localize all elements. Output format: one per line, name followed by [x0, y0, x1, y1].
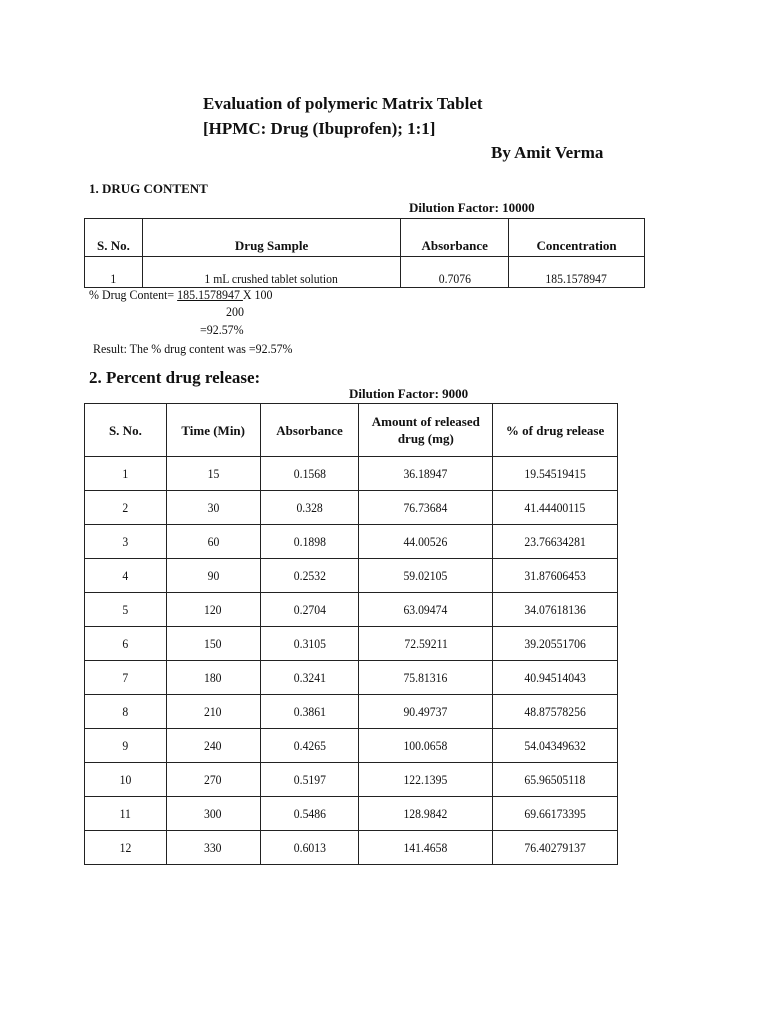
- cell-text: 5: [122, 601, 129, 617]
- cell-text: 3: [122, 533, 129, 549]
- cell-text: 0.1568: [293, 465, 326, 481]
- cell-text: 0.3241: [293, 669, 326, 685]
- cell-text: 90.49737: [403, 703, 448, 719]
- column-header: S. No.: [85, 219, 143, 257]
- table-cell: [85, 257, 143, 288]
- table-cell: [359, 525, 493, 559]
- cell-text: 180: [204, 669, 222, 685]
- cell-text: 60: [207, 533, 220, 549]
- cell-text: 30: [207, 499, 220, 515]
- table-row: [85, 831, 618, 865]
- column-header: Time (Min): [166, 404, 260, 457]
- table-cell: [359, 661, 493, 695]
- table-cell: [85, 491, 167, 525]
- cell-text: 76.73684: [403, 499, 448, 515]
- table-cell: [85, 661, 167, 695]
- table-cell: [359, 491, 493, 525]
- cell-text: 150: [204, 635, 222, 651]
- cell-text: 0.3105: [293, 635, 326, 651]
- cell-text: 19.54519415: [524, 465, 586, 481]
- table-cell: [260, 559, 359, 593]
- cell-text: 15: [207, 465, 220, 481]
- cell-text: 0.2704: [293, 601, 326, 617]
- column-header: % of drug release: [493, 404, 618, 457]
- cell-text: 0.328: [296, 499, 323, 515]
- table-cell: [166, 695, 260, 729]
- table-cell: [85, 763, 167, 797]
- table-cell: [493, 729, 618, 763]
- cell-text: 0.2532: [293, 567, 326, 583]
- table-row: [85, 457, 618, 491]
- table-row: [85, 797, 618, 831]
- cell-text: 41.44400115: [524, 499, 586, 515]
- table-cell: [166, 491, 260, 525]
- cell-text: 0.7076: [438, 271, 471, 286]
- document-subtitle: [HPMC: Drug (Ibuprofen); 1:1]: [203, 119, 436, 138]
- table-cell: [166, 457, 260, 491]
- cell-text: 39.20551706: [524, 635, 586, 651]
- table-cell: [359, 457, 493, 491]
- cell-text: 54.04349632: [524, 737, 586, 753]
- table-cell: [493, 797, 618, 831]
- table-cell: [359, 797, 493, 831]
- formula-suffix: X 100: [242, 287, 273, 302]
- table-cell: [493, 695, 618, 729]
- table-cell: [85, 525, 167, 559]
- table-cell: [260, 661, 359, 695]
- drug-content-formula: [89, 287, 272, 303]
- table-row: [85, 491, 618, 525]
- table-cell: [85, 559, 167, 593]
- cell-text: 10: [119, 771, 132, 787]
- table-cell: [260, 593, 359, 627]
- cell-text: 44.00526: [403, 533, 448, 549]
- table-cell: [166, 593, 260, 627]
- table-cell: [493, 559, 618, 593]
- table-cell: [166, 661, 260, 695]
- table-cell: [359, 831, 493, 865]
- cell-text: 0.6013: [293, 839, 326, 855]
- cell-text: 36.18947: [403, 465, 448, 481]
- formula-result: =92.57%: [200, 322, 244, 337]
- table-cell: [359, 763, 493, 797]
- cell-text: 120: [204, 601, 222, 617]
- cell-text: 0.3861: [293, 703, 326, 719]
- cell-text: 6: [122, 635, 129, 651]
- cell-text: 48.87578256: [524, 703, 586, 719]
- document-title: Evaluation of polymeric Matrix Tablet: [203, 94, 483, 113]
- cell-text: 72.59211: [404, 635, 448, 651]
- dilution-factor-label: Dilution Factor: 10000: [409, 200, 535, 215]
- table-header-row: [85, 404, 618, 457]
- table-cell: [166, 559, 260, 593]
- cell-text: 7: [122, 669, 129, 685]
- cell-text: 300: [204, 805, 222, 821]
- table-row: [85, 763, 618, 797]
- formula-numerator: 185.1578947: [177, 287, 243, 302]
- cell-text: 0.1898: [293, 533, 326, 549]
- column-header: S. No.: [85, 404, 167, 457]
- cell-text: 65.96505118: [524, 771, 586, 787]
- table-row: [85, 627, 618, 661]
- table-cell: [166, 525, 260, 559]
- table-cell: [166, 797, 260, 831]
- table-cell: [493, 627, 618, 661]
- table-cell: [260, 763, 359, 797]
- formula-denominator: 200: [226, 304, 244, 319]
- cell-text: 122.1395: [403, 771, 448, 787]
- cell-text: 185.1578947: [545, 271, 608, 286]
- section-heading-drug-release: 2. Percent drug release:: [89, 368, 261, 387]
- cell-text: 11: [119, 805, 132, 821]
- table-cell: [166, 831, 260, 865]
- column-header: Concentration: [509, 219, 645, 257]
- table-cell: [85, 593, 167, 627]
- table-cell: [359, 695, 493, 729]
- table-row: [85, 729, 618, 763]
- cell-text: 0.5197: [293, 771, 326, 787]
- table-cell: [260, 695, 359, 729]
- cell-text: 69.66173395: [524, 805, 586, 821]
- cell-text: 240: [204, 737, 222, 753]
- cell-text: 34.07618136: [524, 601, 586, 617]
- table-cell: [493, 831, 618, 865]
- table-cell: [260, 831, 359, 865]
- cell-text: 23.76634281: [524, 533, 586, 549]
- table-cell: [359, 559, 493, 593]
- table-cell: [260, 627, 359, 661]
- table-cell: [260, 729, 359, 763]
- cell-text: 4: [122, 567, 129, 583]
- cell-text: 90: [207, 567, 220, 583]
- table-row: [85, 525, 618, 559]
- table-cell: [493, 525, 618, 559]
- table-cell: [85, 627, 167, 661]
- table-cell: [260, 491, 359, 525]
- cell-text: 9: [122, 737, 129, 753]
- cell-text: 75.81316: [403, 669, 448, 685]
- drug-content-table: [84, 218, 645, 288]
- table-cell: [401, 257, 509, 288]
- table-row: [85, 559, 618, 593]
- table-cell: [85, 797, 167, 831]
- table-cell: [166, 729, 260, 763]
- table-cell: [493, 457, 618, 491]
- table-row: [85, 257, 645, 288]
- cell-text: 270: [204, 771, 222, 787]
- release-table-body: [85, 457, 618, 865]
- cell-text: 1 mL crushed tablet solution: [204, 271, 339, 286]
- cell-text: 59.02105: [403, 567, 448, 583]
- table-cell: [493, 593, 618, 627]
- author-line: By Amit Verma: [491, 143, 604, 162]
- column-header: Absorbance: [401, 219, 509, 257]
- table-cell: [359, 627, 493, 661]
- cell-text: 40.94514043: [524, 669, 586, 685]
- cell-text: 0.4265: [293, 737, 326, 753]
- table-cell: [260, 525, 359, 559]
- table-cell: [85, 831, 167, 865]
- table-cell: [493, 491, 618, 525]
- cell-text: 100.0658: [403, 737, 448, 753]
- cell-text: 330: [204, 839, 222, 855]
- cell-text: 2: [122, 499, 129, 515]
- table-cell: [493, 661, 618, 695]
- table-row: [85, 695, 618, 729]
- table-cell: [493, 763, 618, 797]
- cell-text: 141.4658: [403, 839, 448, 855]
- cell-text: 0.5486: [293, 805, 326, 821]
- formula-prefix: % Drug Content=: [89, 287, 178, 302]
- cell-text: 1: [122, 465, 129, 481]
- cell-text: 1: [110, 271, 117, 286]
- column-header: Amount of released drug (mg): [359, 404, 493, 457]
- result-statement: Result: The % drug content was =92.57%: [93, 341, 293, 356]
- cell-text: 128.9842: [403, 805, 448, 821]
- table-cell: [85, 457, 167, 491]
- column-header: Drug Sample: [142, 219, 400, 257]
- drug-release-table: [84, 403, 618, 865]
- cell-text: 31.87606453: [524, 567, 586, 583]
- table-cell: [142, 257, 400, 288]
- table-cell: [85, 729, 167, 763]
- table-cell: [509, 257, 645, 288]
- table-cell: [359, 729, 493, 763]
- cell-text: 8: [122, 703, 129, 719]
- table-cell: [166, 763, 260, 797]
- table-cell: [260, 797, 359, 831]
- dilution-factor-label: Dilution Factor: 9000: [349, 386, 469, 401]
- cell-text: 63.09474: [403, 601, 448, 617]
- cell-text: 210: [204, 703, 222, 719]
- cell-text: 76.40279137: [524, 839, 586, 855]
- table-row: [85, 661, 618, 695]
- table-cell: [85, 695, 167, 729]
- table-row: [85, 593, 618, 627]
- cell-text: 12: [119, 839, 132, 855]
- table-cell: [359, 593, 493, 627]
- table-header-row: [85, 219, 645, 257]
- table-cell: [260, 457, 359, 491]
- section-heading-drug-content: 1. DRUG CONTENT: [89, 181, 208, 196]
- column-header: Absorbance: [260, 404, 359, 457]
- table-cell: [166, 627, 260, 661]
